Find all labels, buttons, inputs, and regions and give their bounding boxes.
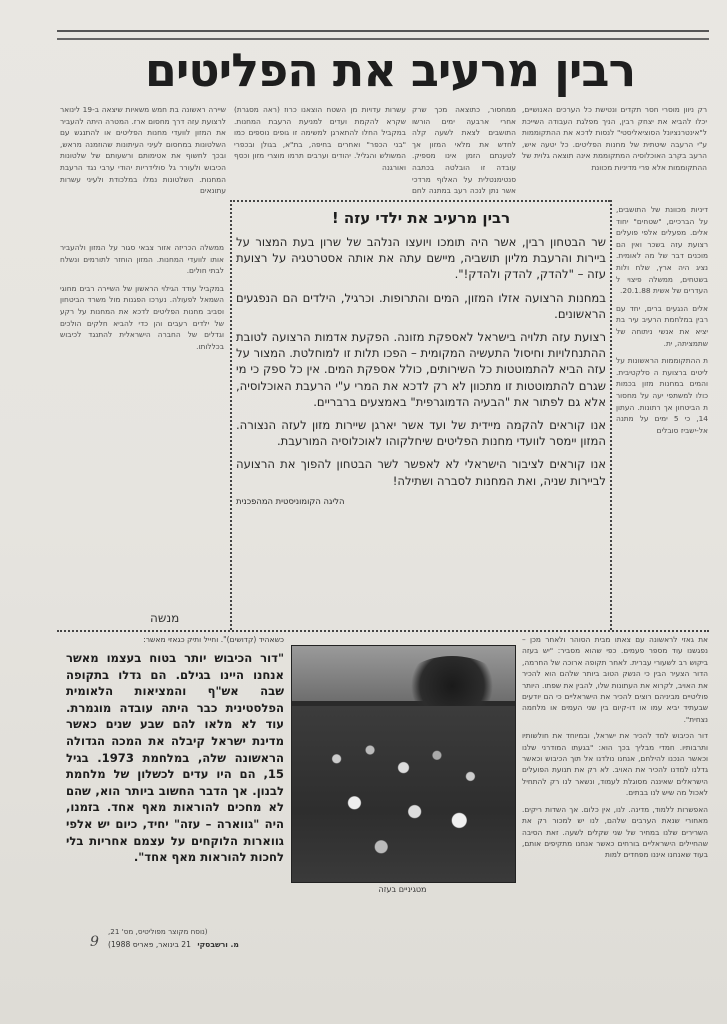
quote-author: מ. ורשבסקי bbox=[197, 940, 239, 949]
paragraph: אלים הנגעים ברים, יחד עם רבין במלחמת הרעיב עיר בת יציא את אנשי ניתוחה של שתמציתה, ית. bbox=[616, 303, 708, 348]
quote-author-line bbox=[108, 939, 284, 951]
header-rule bbox=[57, 30, 709, 40]
inset-border-left bbox=[230, 200, 232, 630]
inset-paragraph: במחנות הרצועה אזלו המזון, המים והתרופות. וכרגיל, הילדים הם הנפגעים הראשונים. bbox=[236, 290, 606, 321]
quote-intro: כשאהיד (קדושים)". וחייל ותיק כגאזי מאשר: bbox=[143, 635, 284, 644]
article-column-right-continued bbox=[616, 204, 708, 628]
quote-source: (נוסח מקוצר מפוליטיס, מס' 21, bbox=[108, 927, 208, 936]
article-column-mid-right bbox=[412, 104, 516, 198]
inset-paragraph: שר הבטחון רבין, אשר היה תומכו ויועצו הנלהב של שרון בעת המצור על ביירות והרעבת מליון תושביה, מיישם עתה את אותה אסטרטגיה על רצועת עזה – "להדק, להדק ולהדק!". bbox=[236, 235, 606, 282]
paragraph: דיניות מכוונת של התושבים, על הברכיים, "שטחים" יחוד אלים. מפעלים אלפי פועלים רצועת עזה בשכר ואין הם מוכנים דבר של מה לאומית. נציג היה ארץ, שלח ולות בשטחים, ממשלה פיצוי ל העדרים של אשית 20.1.88. bbox=[616, 205, 708, 296]
paragraph: שיירה ראשונה בת חמש משאיות שיצאה ב-19 לינואר לרצועת עזה דרך מחסום ארז. המטרה היתה להעביר את המזון לוועדי מחנות הפליטים או להתנגש עם השלטונות במחסום לעיני העיתונות שהוזמנה מראש, ובכך לחשוף את אטימותם ורשעותם של שלטונות הכיבוש ולעורר גל סולידריות יהודי ערבי נגד הרעבת המחנות. השלטונות נמלו במלכודת ולעיני עשרות עתונאים bbox=[60, 105, 226, 196]
inset-paragraph: אנו קוראים להקמה מיידית של ועד אשר יארגן שיירות מזון לעזה הנצורה. המזון יימסר לוועדי מחנות הפליטים שיחלקוהו לאוכלוסיה המורעבת. bbox=[236, 418, 606, 449]
paragraph: האפשרות ללמוד, מדינה. לנו, אין כלום. אך השדות ריקים. מאחורי שנאת הערבים שלהם, לנו יש למכור רק את השרירים שלנו במחיר של שני שקלים לשעה. זאת הסיבה שהחיילים הישראליים בורחים כאשר אנחנו מתקיפים אותם, בעוד שאנחנו איננו מפחדים למות bbox=[522, 804, 708, 860]
paragraph: ת ההתקוממות הראשונות על ליטים ברצועת ה סלקטיבית. והמים במחנות מזון בכמות כולו למשתפי יעה על מחסור ת הביטחון אך רתונות. העתון 14, כי 5 ימים על מתנה אל-ישביז סובלים bbox=[616, 356, 708, 435]
leaflet-inset bbox=[236, 204, 606, 628]
paragraph: את גאזי לראשונה עם צאתו מבית הסוהר ולאחר מכן – נפגשנו עוד מספר פעמים. כפי שהוא מסביר: "יש בעזה ביקוש רב לשעורי עברית. לאחר תקופה ארוכה של החרמה, הדור הצעיר הבין כי הנשק הטוב ביותר שלהם הוא להכיר את האויב, לקרוא את העתונות שלו, להבין את שפתו. היותר פוליטיים מביניהם רוצים להכיר את הישראליים כי הם יודעים שבעתיד יביא עמו או דו-קיום בין שני העמים או מלחמה נצחית". bbox=[522, 635, 708, 724]
paragraph: ממחסור, כתוצאה מכך שרק אחרי ארבעה ימים הורשו התושבים לצאת לשעה קלה לחדש את מלאי המזון אך לטענתם הזמן אינו מספיק. עובדה זו הובלטה בכתבה סנטימנטלית על האלוף מרדכי אשר נתן לנכה רעב במתנה לחם bbox=[412, 105, 516, 196]
inset-border-top bbox=[230, 200, 610, 202]
paragraph: רק ניוון מוסרי חסר תקדים ונטישת כל הערכים האנושיים, יכלו להביא את יצחק רבין, הניך מפלגת העבודה השייכת ל"אינטרנציונל הסוציאליסטי" לנסות לדכא את ההתקוממות ע"י הרעבה שיטתית של מחנות הפליטים. כל יטעה איש, הרעב בקרב האוכלוסיה המתקוממת אינה תוצאה גלוית של ההתקוממות אלא פרי מדיניות מכוונת bbox=[522, 105, 707, 172]
inset-title: רבין מרעיב את ילדי עזה ! bbox=[331, 209, 511, 227]
photo-crowd bbox=[292, 706, 515, 882]
inset-paragraph: רצועת עזה תלויה בישראל לאספקת מזונה. הפקעת אדמות הרצועה לטובת ההתנחלויות וחיסול התעשיה המקומית – הפכו תלות זו למוחלטת. המצור על עזה הביא להתמוטטות כל השירותים, כולל אספקת המים. אין כל ספק כי מי שגרם להתמוטטות זו מתכוון לא רק לדכא את המרי ע"י הרעבת האוכלוסיה, אלא גם לפתור את "הבעיה הדמוגרפית" באמצעים ברבריים. bbox=[236, 330, 606, 409]
photo-caption: מטגיניים בעזה bbox=[378, 885, 427, 894]
article-column-left-continued bbox=[60, 242, 224, 606]
paragraph: ממשלה הכריזה אזור צבאי סגור על המזון ולהעביר אותו לוועדי המחנות. המזון הוחזר לתורמים ונשלח לבתי חולים. bbox=[60, 243, 224, 276]
article-column-bottom-right bbox=[522, 634, 708, 964]
inset-border-right bbox=[610, 200, 612, 630]
article-column-left bbox=[60, 104, 226, 238]
paragraph: דור הכיבוש למד להכיר את ישראל, ובמיוחד את חולשותיו ותרבותיו. חמדי מבליך בכך הוא: "בגעתו המודרני שלנו וכאשר הנכנו להילחם, אנחנו נולדנו אל תוך הכיבוש וכאשר גדלנו למדנו להכיר את האויב. לא רק את תנועת הפועלים הישראלים שאיננה מסוגלת לעמוד, ונשאר לנו רק להתחיל לאכול מה שיש לנו בבתים. bbox=[522, 731, 708, 798]
news-photo bbox=[291, 645, 516, 883]
inset-paragraph: אנו קוראים לציבור הישראלי לא לאפשר לשר הבטחון להפוך את הרצועה לביירות שניה, ואת המחנות לסברה ושתילה! bbox=[236, 457, 606, 488]
article-column-mid-left bbox=[234, 104, 406, 198]
paragraph: במקביל עודד הגילוי הראשון של השיירה רבים מחוגי השמאל לפעולה. נערכו הפגנות מול משרד הביטחון וסביב מחנות הפליטים לדכא את המחנות על רקע של ילדים רעבים והן כדי להביא חלקים הולכים וגדלים של החברה הישראלית להתנגד לכיבוש בכללותו. bbox=[60, 283, 224, 351]
article-column-right bbox=[522, 104, 707, 198]
page-number: 9 bbox=[90, 934, 99, 950]
article-signature: מנשה bbox=[150, 611, 180, 625]
headline: רבין מרעיב את הפליטים bbox=[144, 43, 636, 97]
section-divider bbox=[57, 630, 709, 632]
inset-signature: הליגה הקומוניסטית המהפכנית bbox=[236, 495, 345, 506]
quote-date-place: 21 בינואר, פאריס 1988) bbox=[108, 940, 191, 949]
paragraph: עשרות עדויות מן השטח הוצאנו כרוז (ראה מסגרת) שקרא להקמת ועדים למניעת הרעבת המחנות. במקביל החלו להתארגן למשימה זו גופים נוספים כמו "בני הכפר" ואחרים בחיפה, בת"א, בגולן ובכפרי המשולש והגליל. יהודים וערבים תרמו מוצרי מזון וכסף ואורגנה bbox=[234, 105, 406, 172]
pull-quote: "דור הכיבוש יותר בטוח בעצמו מאשר אנחנו היינו בגילם. הם גדלו בתקופה שבה אש"ף והמציאות הלאומית הפלסטינית כבר היתה עובדה מוגמרת. עוד לא מלאו להם שבע שנים כאשר מדינת ישראל קיבלה את המכה הגדולה הראשונה שלה, במלחמת 1973. בגיל 15, הם היו עדים לכשלון של מלחמת לבנון. אך הדבר החשוב ביותר הוא, שהם לא מחכים להוראות מאף אחד. בזמנו, היה "גווארה – עזה" יחיד, כיום יש אלפי גווארות הלוקחים על עצמם אחריות בלי לחכות להוראות מאף אחד". bbox=[66, 651, 284, 865]
